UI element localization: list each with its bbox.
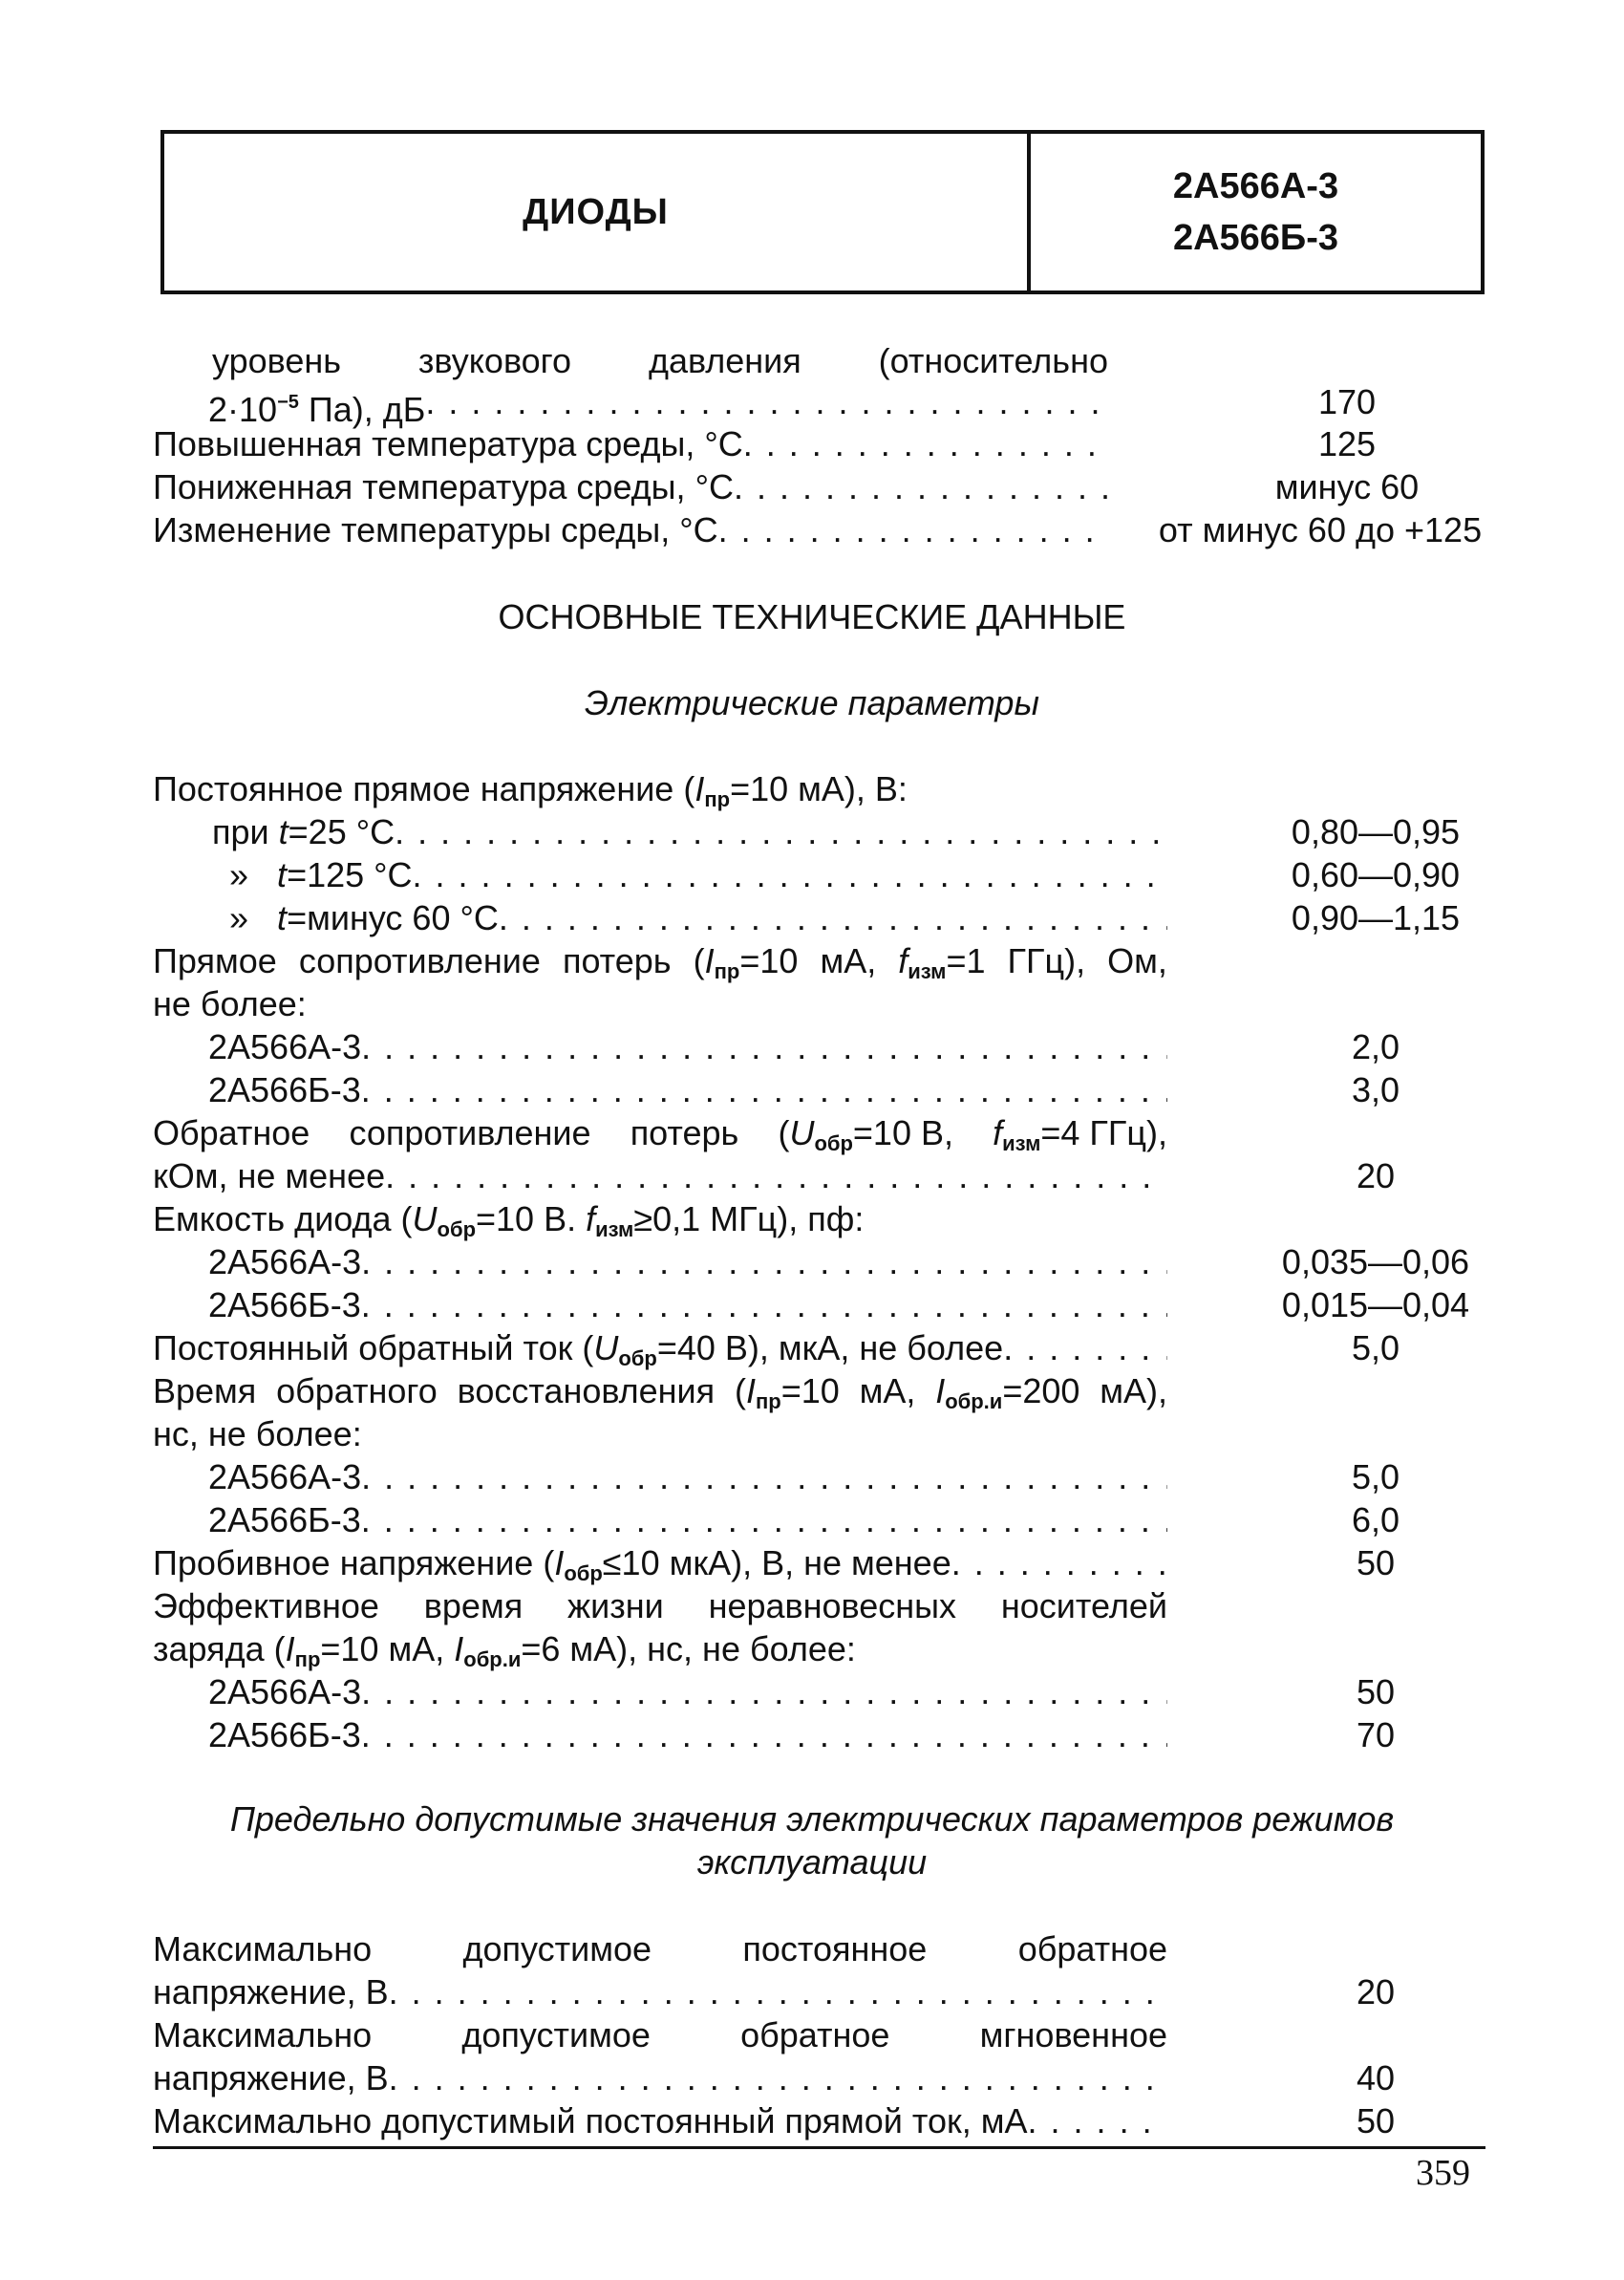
page-number: 359 [1416,2153,1470,2193]
env-row-1 [0,340,1624,382]
param-row [0,1026,1624,1068]
param-row-label: » t=125 °С [229,855,413,894]
limit-reverse-voltage [0,1928,1624,1970]
param-row-value: 5,0 [1351,1457,1400,1496]
param-row-value: 50 [1356,1672,1396,1711]
param-row-label: при t=25 °С [212,812,395,851]
dot-leader [361,1671,1167,1713]
param-row-value: 3,0 [1351,1070,1400,1109]
param-row [0,2057,1624,2099]
param-row-value: 50 [1356,2101,1396,2140]
dot-leader [361,1026,1167,1068]
param-row [0,1284,1624,1326]
param-row [0,1327,1624,1369]
env-row-5-value: от минус 60 до +125 [1158,510,1483,549]
param-row-value: 40 [1356,2058,1396,2097]
dot-leader [361,1241,1167,1283]
limits-heading-line-2: эксплуатации [696,1842,928,1882]
dot-leader [361,1456,1167,1498]
dot-leader [413,854,1167,896]
dot-leader [499,897,1167,939]
param-row-value: 50 [1356,1543,1396,1582]
limit-instant-voltage [0,2014,1624,2056]
env-row-5-label: Изменение температуры среды, °С [153,510,718,549]
param-recovery-time-label: Время обратного восстановления ($I_{пр}=10$ мА, $I_{обр.и}=200$ мА), [153,1371,1167,1413]
env-row-4-label: Пониженная температура среды, °С [153,467,734,506]
part-numbers [1031,134,1481,290]
env-word: давления [648,341,801,380]
limit-instant-voltage-label: Максимально допустимое обратное мгновенное [153,2015,1167,2054]
param-row-label: 2А566А-3 [208,1027,362,1066]
param-row-value: 70 [1356,1715,1396,1754]
param-row-value: 6,0 [1351,1500,1400,1539]
part-number-b: 2А566Б-3 [1172,218,1339,258]
param-forward-voltage-label: Постоянное прямое напряжение ($I_{пр}=10$ мА), В: [153,769,908,811]
param-row-label: 2А566А-3 [208,1457,362,1496]
param-row-value: 0,80—0,95 [1291,812,1461,851]
param-row [0,897,1624,939]
dot-leader [1028,2100,1167,2142]
env-word: звукового [417,341,572,380]
param-capacitance-label: Емкость диода ($U_{обр}=10$ В. $f_{изм}\ge 0,1$ МГц), пф: [153,1199,865,1241]
param-row [0,1155,1624,1197]
param-row [0,1456,1624,1498]
param-reverse-resistance [0,1112,1624,1154]
param-row-value: 0,035—0,06 [1281,1242,1470,1281]
env-row-3 [0,423,1624,465]
param-row [0,1714,1624,1756]
env-row-5 [0,509,1624,551]
env-row-4 [0,466,1624,508]
param-row-value: 5,0 [1351,1328,1400,1367]
param-row-value: 0,60—0,90 [1291,855,1461,894]
param-recovery-time-2 [0,1413,1624,1455]
param-row [0,1542,1624,1584]
param-row [0,1069,1624,1111]
param-row-value: 20 [1356,1972,1396,2011]
param-row-label: напряжение, В [153,2058,389,2097]
param-row [0,1499,1624,1541]
env-row-3-value: 125 [1317,424,1377,463]
param-row [0,811,1624,853]
param-row-label: 2А566Б-3 [208,1500,361,1539]
param-carrier-lifetime [0,1585,1624,1627]
dot-leader [361,1284,1167,1326]
param-carrier-lifetime-2 [0,1628,1624,1670]
param-row [0,1971,1624,2013]
param-row-value: 0,90—1,15 [1291,898,1461,937]
param-recovery-time-label-2: нс, не более: [153,1414,362,1453]
env-row-1-text [212,340,1108,382]
param-carrier-lifetime-label-2: заряда ($I_{пр}=10$ мА, $I_{обр.и}=6$ мА), нс, не более: [153,1629,856,1671]
dot-leader [718,509,1108,551]
footer-rule [153,2146,1485,2149]
limits-heading-line-1: Предельно допустимые значения электрических параметров режимов [229,1799,1395,1839]
param-reverse-resistance-label: Обратное сопротивление потерь ($U_{обр}=10$ В, $f_{изм}=4$ ГГц), [153,1113,1167,1155]
param-row-label: 2А566Б-3 [208,1715,361,1754]
part-number-a: 2А566А-3 [1172,166,1339,206]
env-word: (относительно [878,341,1108,380]
param-capacitance [0,1198,1624,1240]
env-row-2 [0,381,1624,429]
param-loss-resistance-2 [0,983,1624,1025]
env-row-4-value: минус 60 [1274,467,1420,506]
param-row-value: 0,015—0,04 [1281,1285,1470,1324]
param-loss-resistance-label-2: не более: [153,984,307,1023]
header-box [160,130,1485,294]
param-row-label: 2А566А-3 [208,1242,362,1281]
dot-leader [389,2057,1167,2099]
dot-leader [395,811,1167,853]
param-row [0,1241,1624,1283]
param-forward-voltage [0,768,1624,810]
param-row-value: 2,0 [1351,1027,1400,1066]
dot-leader [743,423,1108,465]
param-row-value: 20 [1356,1156,1396,1195]
param-row-label: 2А566Б-3 [208,1070,361,1109]
dot-leader [734,466,1108,508]
param-row-label: » t=минус 60 °С [229,898,499,937]
param-row-label: Постоянный обратный ток ($U_{обр}=40$ В), мкА, не более [153,1328,1004,1370]
dot-leader [361,1499,1167,1541]
dot-leader [361,1069,1167,1111]
param-row-label: 2А566А-3 [208,1672,362,1711]
dot-leader [389,1971,1167,2013]
param-row-label: кОм, не менее [153,1156,386,1195]
env-row-2-value: 170 [1317,382,1377,421]
env-row-2-label: $2\cdot 10^{-5}$ Па), дБ [208,390,426,429]
main-heading: ОСНОВНЫЕ ТЕХНИЧЕСКИЕ ДАННЫЕ [498,597,1126,636]
dot-leader [361,1714,1167,1756]
param-row-label: напряжение, В [153,1972,389,2011]
param-row [0,2100,1624,2142]
electrical-heading: Электрические параметры [585,683,1039,722]
param-loss-resistance [0,940,1624,982]
dot-leader [385,1155,1167,1197]
env-row-3-label: Повышенная температура среды, °С [153,424,743,463]
param-recovery-time [0,1370,1624,1412]
param-row-label: Максимально допустимый постоянный прямой ток, мА [153,2101,1028,2140]
env-word: уровень [212,341,342,380]
param-row [0,854,1624,896]
param-carrier-lifetime-label: Эффективное время жизни неравновесных носителей [153,1586,1167,1625]
param-row [0,1671,1624,1713]
param-row-label: 2А566Б-3 [208,1285,361,1324]
section-title: ДИОДЫ [164,134,1031,290]
param-row-label: Пробивное напряжение ($I_{обр}\le 10$ мкА), В, не менее [153,1543,951,1585]
limit-reverse-voltage-label: Максимально допустимое постоянное обратное [153,1929,1167,1968]
param-loss-resistance-label: Прямое сопротивление потерь ($I_{пр}=10$ мА, $f_{изм}=1$ ГГц), Ом, [153,941,1167,983]
